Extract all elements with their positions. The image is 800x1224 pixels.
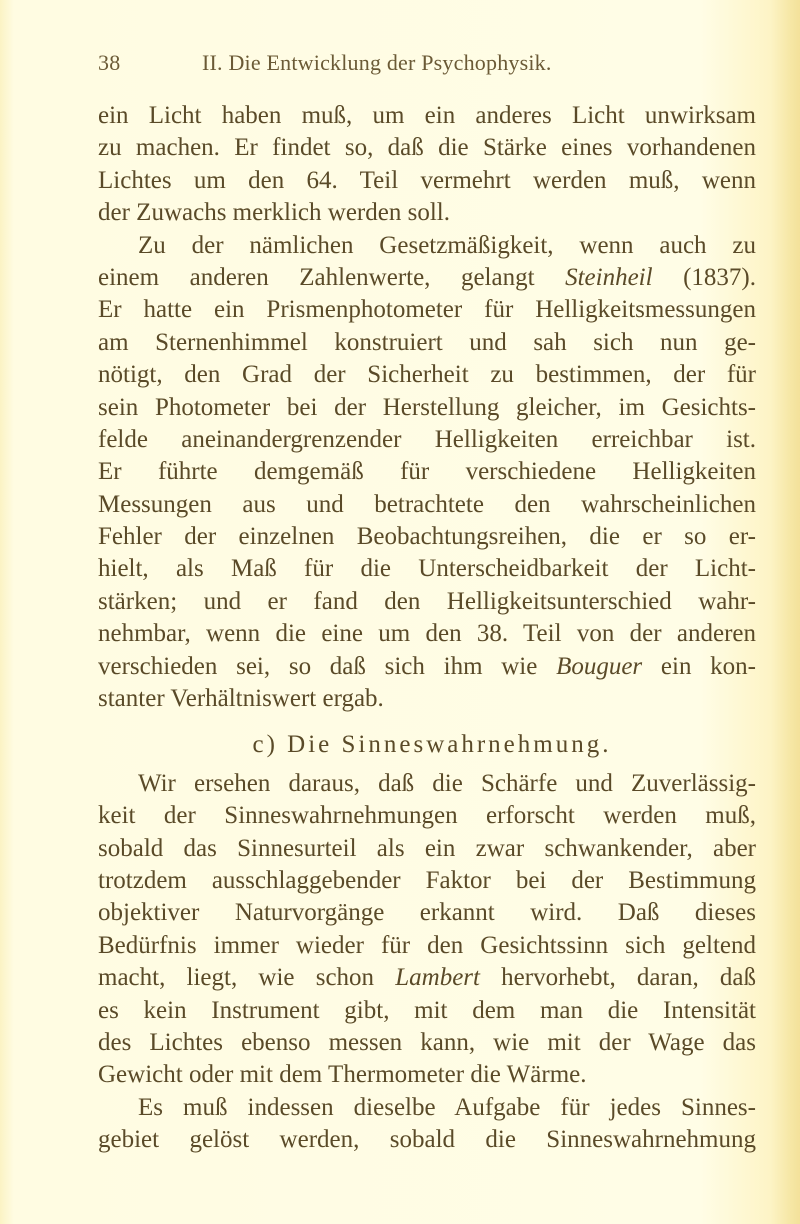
text-span: einem anderen Zahlenwerte, gelangt [98, 263, 566, 291]
body-text [98, 100, 756, 1157]
text-line: es kein Instrument gibt, mit dem man die Intensität [98, 996, 756, 1024]
text-line: keit der Sinneswahrnehmungen erforscht werden muß, [98, 802, 756, 830]
text-line: ein Licht haben muß, um ein anderes Licht unwirksam [98, 102, 756, 129]
text-line: Er führte demgemäß für verschiedene Helligkeiten [98, 458, 756, 486]
paragraph [98, 1092, 756, 1157]
text-line: des Lichtes ebenso messen kann, wie mit der Wage das [98, 1028, 756, 1056]
text-line: am Sternenhimmel konstruiert und sah sich nun ge- [98, 328, 756, 356]
text-line: nehmbar, wenn die eine um den 38. Teil von der anderen [98, 620, 756, 648]
text-line: trotzdem ausschlaggebender Faktor bei der Bestimmung [98, 866, 756, 894]
text-line [98, 651, 756, 683]
text-line: Messungen aus und betrachtete den wahrscheinlichen [98, 490, 756, 518]
text-span: macht, liegt, wie schon [98, 964, 396, 992]
author-name-steinheil: Steinheil [565, 263, 653, 291]
text-span: ein kon- [642, 652, 756, 680]
text-line: Lichtes um den 64. Teil vermehrt werden muß, wenn [98, 166, 756, 194]
paragraph [98, 100, 756, 230]
paragraph [98, 768, 756, 1092]
author-name-bouguer: Bouguer [556, 652, 643, 680]
text-span: verschieden sei, so daß sich ihm wie [98, 652, 557, 680]
text-line: stärken; und er fand den Helligkeitsunterschied wahr- [98, 587, 756, 615]
text-span: (1837). [652, 263, 756, 291]
text-line: objektiver Naturvorgänge erkannt wird. Daß dieses [98, 899, 756, 927]
text-line: gebiet gelöst werden, sobald die Sinneswahrnehmung [98, 1126, 756, 1154]
text-line: Wir ersehen daraus, daß die Schärfe und Zuverlässig- [138, 769, 756, 797]
text-line: Fehler der einzelnen Beobachtungsreihen, die er so er- [98, 523, 756, 551]
text-line: Es muß indessen dieselbe Aufgabe für jedes Sinnes- [138, 1093, 756, 1121]
text-line: Bedürfnis immer wieder für den Gesichtssinn sich geltend [98, 931, 756, 959]
text-line: Zu der nämlichen Gesetzmäßigkeit, wenn auch zu [138, 231, 756, 259]
paragraph [98, 230, 756, 716]
text-line: nötigt, den Grad der Sicherheit zu bestimmen, der für [98, 361, 756, 389]
text-line: stanter Verhältniswert ergab. [98, 685, 384, 713]
text-line [98, 962, 756, 994]
text-line: felde aneinandergrenzender Helligkeiten erreichbar ist. [98, 425, 756, 453]
chapter-title: II. Die Entwicklung der Psychophysik. [202, 50, 552, 75]
text-line: Gewicht oder mit dem Thermometer die Wärme. [98, 1061, 587, 1089]
text-line: zu machen. Er findet so, daß die Stärke eines vorhandenen [98, 134, 756, 162]
page-number: 38 [98, 50, 121, 75]
text-span: hervorhebt, daran, daß [479, 964, 756, 992]
author-name-lambert: Lambert [395, 964, 480, 992]
text-line [98, 262, 756, 294]
running-head [98, 50, 658, 76]
text-line: Er hatte ein Prismenphotometer für Helligkeitsmessungen [98, 296, 756, 324]
text-line: hielt, als Maß für die Unterscheidbarkeit der Licht- [98, 555, 756, 583]
text-line: sobald das Sinnesurteil als ein zwar schwankender, aber [98, 834, 756, 862]
section-heading: c) Die Sinneswahrnehmung. [252, 731, 612, 759]
text-line: sein Photometer bei der Herstellung gleicher, im Gesichts- [98, 393, 756, 421]
text-line: der Zuwachs merklich werden soll. [98, 199, 450, 227]
